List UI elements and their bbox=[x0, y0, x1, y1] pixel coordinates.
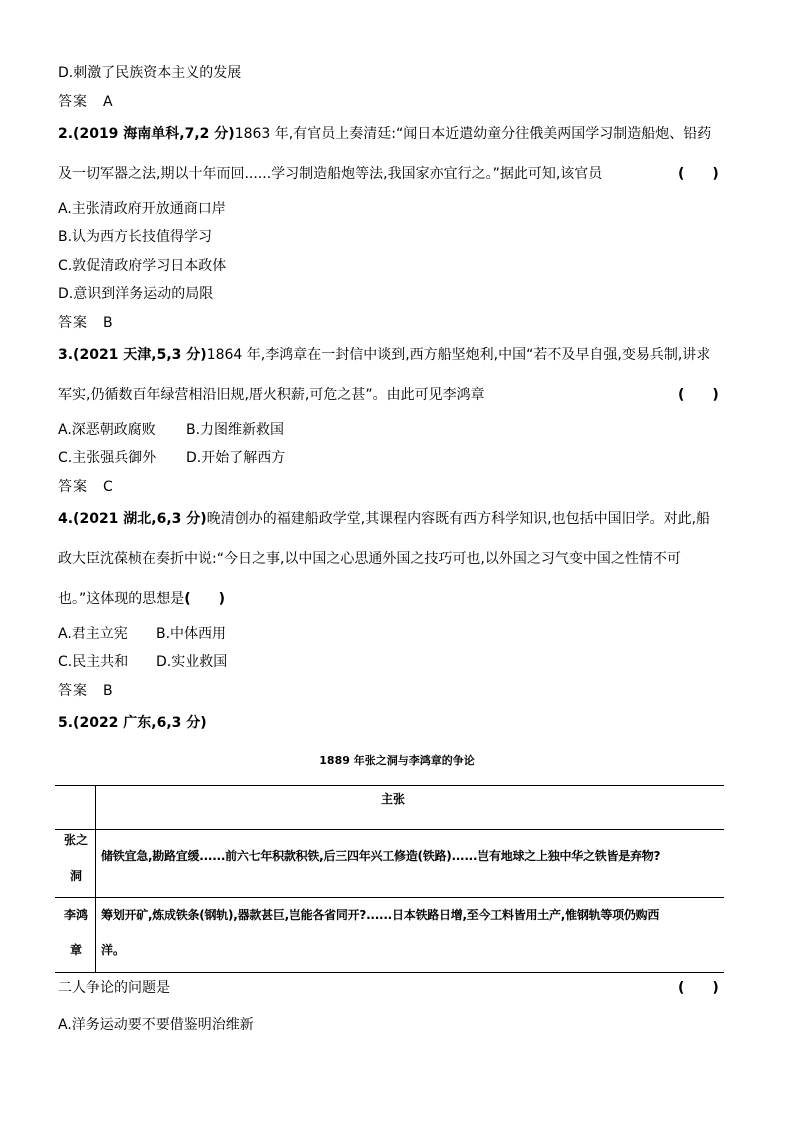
table-rule-top bbox=[55, 785, 724, 786]
row-li-text-1: 筹划开矿,炼成铁条(钢轨),器款甚巨,岂能各省同开?......日本铁路日增,至今工料皆用土产,惟钢轨等项仍购西 bbox=[101, 908, 660, 922]
q1-option-d: D.刺激了民族资本主义的发展 bbox=[58, 65, 242, 81]
q1-answer: 答案 A bbox=[58, 94, 114, 110]
q2-answer-blank: ( ) bbox=[678, 166, 719, 182]
q4-option-c: C.民主共和 bbox=[58, 654, 129, 670]
q2-source: 2.(2019 海南单科,7,2 分) bbox=[58, 126, 235, 142]
q4-stem-1: 晚清创办的福建船政学堂,其课程内容既有西方科学知识,也包括中国旧学。对此,船 bbox=[206, 511, 711, 527]
q4-option-b: B.中体西用 bbox=[156, 626, 227, 642]
table-rule-mid bbox=[55, 897, 724, 898]
q3-option-a: A.深恶朝政腐败 bbox=[58, 422, 156, 438]
q3-stem-line-2: 军实,仍循数百年绿营相沿旧规,厝火积薪,可危之甚”。由此可见李鸿章 bbox=[58, 387, 485, 403]
q4-stem-3: 也。”这体现的思想是 bbox=[58, 591, 185, 607]
q4-answer-blank: ( ) bbox=[184, 591, 226, 607]
row-li-text-2: 洋。 bbox=[101, 943, 126, 957]
q2-stem-line-1 bbox=[58, 124, 711, 144]
q4-answer: 答案 B bbox=[58, 683, 114, 699]
q4-option-a: A.君主立宪 bbox=[58, 626, 128, 642]
q3-option-d: D.开始了解西方 bbox=[186, 450, 286, 466]
q3-stem-line-1 bbox=[58, 345, 710, 365]
q5-source: 5.(2022 广东,6,3 分) bbox=[58, 715, 207, 731]
q3-stem-1: 1864 年,李鸿章在一封信中谈到,西方船坚炮利,中国“若不及早自强,变易兵制,讲求 bbox=[206, 347, 711, 363]
row-li-name-2: 章 bbox=[69, 943, 82, 957]
row-li-name-1: 李鸿 bbox=[63, 908, 88, 922]
q4-stem-line-3 bbox=[58, 589, 225, 609]
q3-option-b: B.力图维新救国 bbox=[186, 422, 285, 438]
q2-option-b: B.认为西方长技值得学习 bbox=[58, 229, 213, 245]
q5-stem: 二人争论的问题是 bbox=[58, 980, 170, 996]
q2-answer: 答案 B bbox=[58, 315, 114, 331]
row-zhang-name-2: 洞 bbox=[69, 869, 82, 883]
row-zhang-name-1: 张之 bbox=[63, 833, 88, 847]
q4-source: 4.(2021 湖北,6,3 分) bbox=[58, 511, 207, 527]
q2-stem-line-2: 及一切军器之法,期以十年而回......学习制造船炮等法,我国家亦宜行之。”据此可知,该官员 bbox=[58, 166, 603, 182]
q2-option-a: A.主张清政府开放通商口岸 bbox=[58, 201, 226, 217]
debate-table bbox=[55, 785, 724, 973]
q5-answer-blank: ( ) bbox=[678, 980, 719, 996]
table-rule-bottom bbox=[55, 972, 724, 973]
q2-option-c: C.敦促清政府学习日本政体 bbox=[58, 258, 227, 274]
table-column-divider bbox=[95, 785, 96, 973]
table-rule-header bbox=[55, 829, 724, 830]
q5-option-a: A.洋务运动要不要借鉴明治维新 bbox=[58, 1017, 254, 1033]
table-caption: 1889 年张之洞与李鸿章的争论 bbox=[319, 754, 475, 767]
q3-option-c: C.主张强兵御外 bbox=[58, 450, 157, 466]
q4-stem-line-2: 政大臣沈葆桢在奏折中说:“今日之事,以中国之心思通外国之技巧可也,以外国之习气变中国之性情不可 bbox=[58, 551, 681, 567]
table-header-stance: 主张 bbox=[381, 792, 406, 806]
q4-option-d: D.实业救国 bbox=[156, 654, 228, 670]
q2-stem-1: 1863 年,有官员上奏清廷:“闻日本近遣幼童分往俄美两国学习制造船炮、铅药 bbox=[234, 126, 712, 142]
q2-option-d: D.意识到洋务运动的局限 bbox=[58, 286, 214, 302]
q3-answer-blank: ( ) bbox=[678, 387, 719, 403]
q3-answer: 答案 C bbox=[58, 479, 114, 495]
q3-source: 3.(2021 天津,5,3 分) bbox=[58, 347, 207, 363]
row-zhang-text: 储铁宜急,勘路宜缓......前六七年积款积铁,后三四年兴工修造(铁路)......岂有地球之上独中华之铁皆是弃物? bbox=[101, 849, 661, 863]
q4-stem-line-1 bbox=[58, 509, 710, 529]
